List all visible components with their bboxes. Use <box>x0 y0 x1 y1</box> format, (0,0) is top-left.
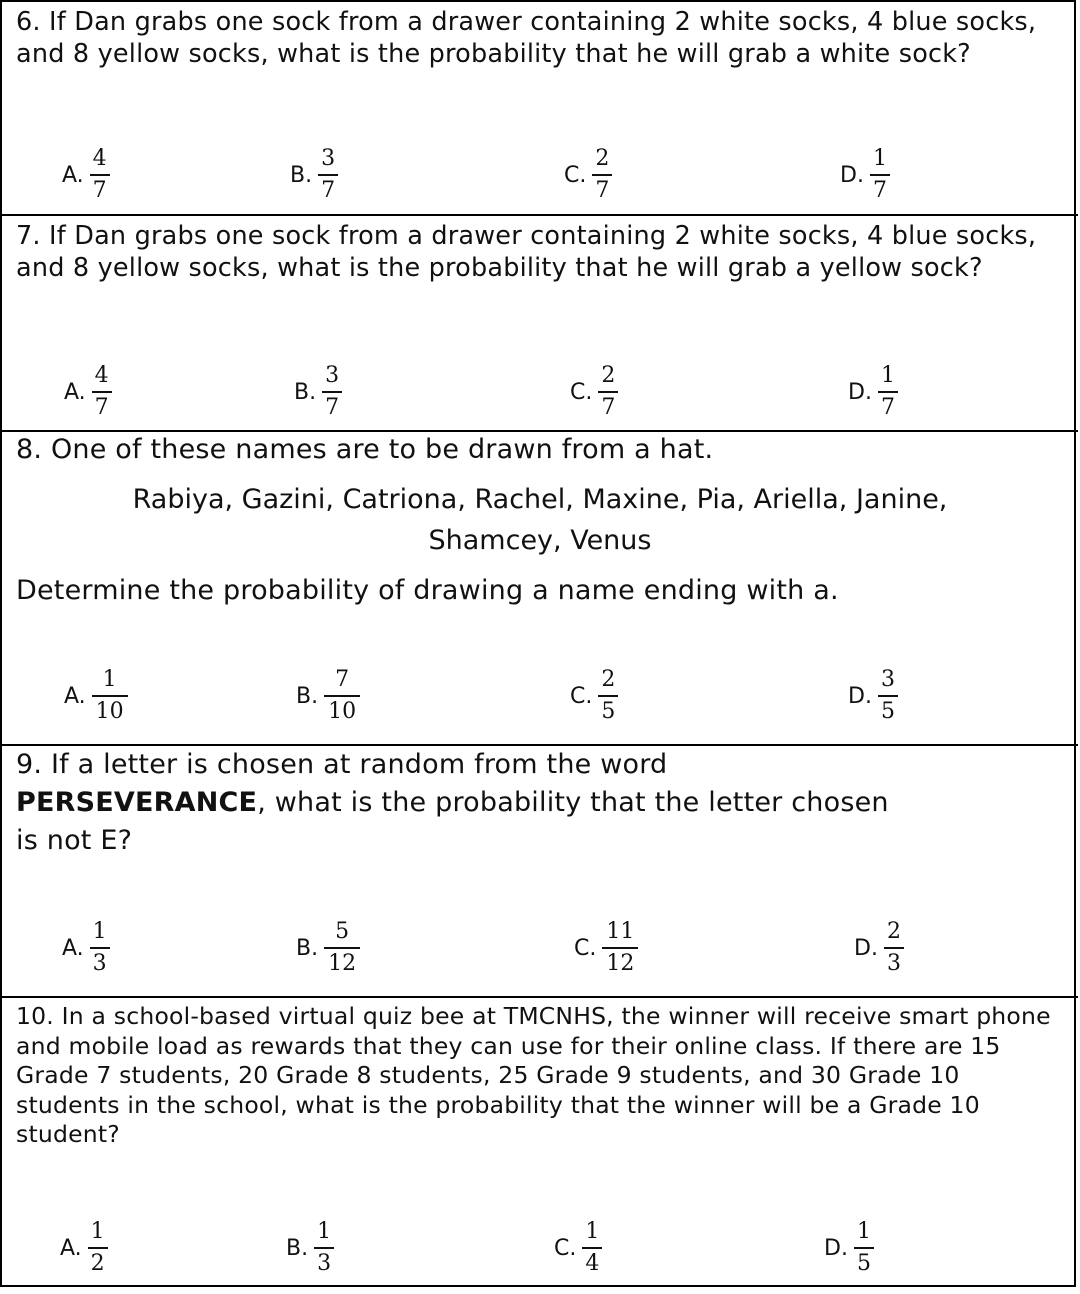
question-8-prompt: Determine the probability of drawing a name ending with a. <box>16 575 839 606</box>
fraction: $\frac{2}{7}$ <box>598 364 618 420</box>
fraction: $\frac{4}{7}$ <box>90 147 110 203</box>
fraction: $\frac{1}{3}$ <box>314 1220 334 1276</box>
q10-option-d[interactable] <box>824 1220 874 1276</box>
question-6 <box>2 2 1078 216</box>
question-9-text: 9. If a letter is chosen at random from the word PERSEVERANCE, what is the probability that the letter chosen is not E? <box>16 749 889 856</box>
option-letter: C. <box>570 379 593 405</box>
q6-option-a[interactable] <box>62 147 110 203</box>
q9-option-d[interactable] <box>854 920 904 976</box>
fraction: $\frac{1}{7}$ <box>870 147 890 203</box>
option-letter: A. <box>60 1235 82 1261</box>
question-7-text: 7. If Dan grabs one sock from a drawer containing 2 white socks, 4 blue socks, and 8 yellow socks, what is the probability that he will grab a yellow sock? <box>16 221 1037 283</box>
names-list-line-2: Shamcey, Venus <box>428 525 652 556</box>
fraction: $\frac{2}{5}$ <box>598 668 618 724</box>
option-letter: C. <box>564 162 587 188</box>
q8-option-d[interactable] <box>848 668 898 724</box>
fraction: $\frac{1}{5}$ <box>854 1220 874 1276</box>
question-7 <box>2 216 1078 432</box>
option-letter: C. <box>554 1235 577 1261</box>
question-6-text: 6. If Dan grabs one sock from a drawer containing 2 white socks, 4 blue socks, and 8 yellow socks, what is the probability that he will grab a white sock? <box>16 7 1037 69</box>
option-letter: B. <box>296 683 319 709</box>
q9-option-c[interactable] <box>574 920 638 976</box>
fraction: $\frac{3}{7}$ <box>318 147 338 203</box>
option-letter: D. <box>848 683 872 709</box>
fraction: $\frac{2}{7}$ <box>592 147 612 203</box>
fraction: $\frac{1}{3}$ <box>90 920 110 976</box>
option-letter: D. <box>824 1235 848 1261</box>
q10-option-b[interactable] <box>286 1220 334 1276</box>
names-list-line-1: Rabiya, Gazini, Catriona, Rachel, Maxine, Pia, Ariella, Janine, <box>132 484 948 515</box>
option-letter: D. <box>848 379 872 405</box>
option-letter: B. <box>296 935 319 961</box>
fraction: $\frac{3}{7}$ <box>322 364 342 420</box>
fraction: $\frac{7}{10}$ <box>324 668 360 724</box>
option-letter: C. <box>570 683 593 709</box>
q9-option-b[interactable] <box>296 920 360 976</box>
fraction: $\frac{5}{12}$ <box>324 920 360 976</box>
q6-option-c[interactable] <box>564 147 612 203</box>
option-letter: A. <box>64 683 86 709</box>
q8-option-b[interactable] <box>296 668 360 724</box>
q8-option-a[interactable] <box>64 668 128 724</box>
option-letter: A. <box>62 935 84 961</box>
option-letter: B. <box>290 162 313 188</box>
option-letter: D. <box>854 935 878 961</box>
question-8 <box>2 432 1078 746</box>
question-10 <box>2 998 1078 1289</box>
option-letter: B. <box>286 1235 309 1261</box>
fraction: $\frac{1}{7}$ <box>878 364 898 420</box>
q10-option-a[interactable] <box>60 1220 108 1276</box>
fraction: $\frac{2}{3}$ <box>884 920 904 976</box>
fraction: $\frac{11}{12}$ <box>602 920 638 976</box>
option-letter: C. <box>574 935 597 961</box>
option-letter: B. <box>294 379 317 405</box>
fraction: $\frac{1}{4}$ <box>582 1220 602 1276</box>
option-letter: D. <box>840 162 864 188</box>
q6-option-d[interactable] <box>840 147 890 203</box>
q8-option-c[interactable] <box>570 668 618 724</box>
question-8-text: 8. One of these names are to be drawn from a hat. <box>16 434 714 465</box>
q10-option-c[interactable] <box>554 1220 602 1276</box>
q7-option-c[interactable] <box>570 364 618 420</box>
q9-option-a[interactable] <box>62 920 110 976</box>
q7-option-b[interactable] <box>294 364 342 420</box>
q7-option-d[interactable] <box>848 364 898 420</box>
option-letter: A. <box>64 379 86 405</box>
fraction: $\frac{1}{10}$ <box>92 668 128 724</box>
fraction: $\frac{3}{5}$ <box>878 668 898 724</box>
fraction: $\frac{1}{2}$ <box>88 1220 108 1276</box>
q7-option-a[interactable] <box>64 364 112 420</box>
q6-option-b[interactable] <box>290 147 338 203</box>
question-9 <box>2 746 1078 998</box>
fraction: $\frac{4}{7}$ <box>92 364 112 420</box>
option-letter: A. <box>62 162 84 188</box>
question-10-text: 10. In a school-based virtual quiz bee at TMCNHS, the winner will receive smart phone and mobile load as rewards that they can use for their online class. If there are 15 Grade 7 students, 20 Grade 8 students, 25 Grade 9 students, and 30 Grade 10 students in the school, what is the probability that the winner will be a Grade 10 student? <box>16 1002 1051 1148</box>
keyword: PERSEVERANCE <box>16 787 258 818</box>
